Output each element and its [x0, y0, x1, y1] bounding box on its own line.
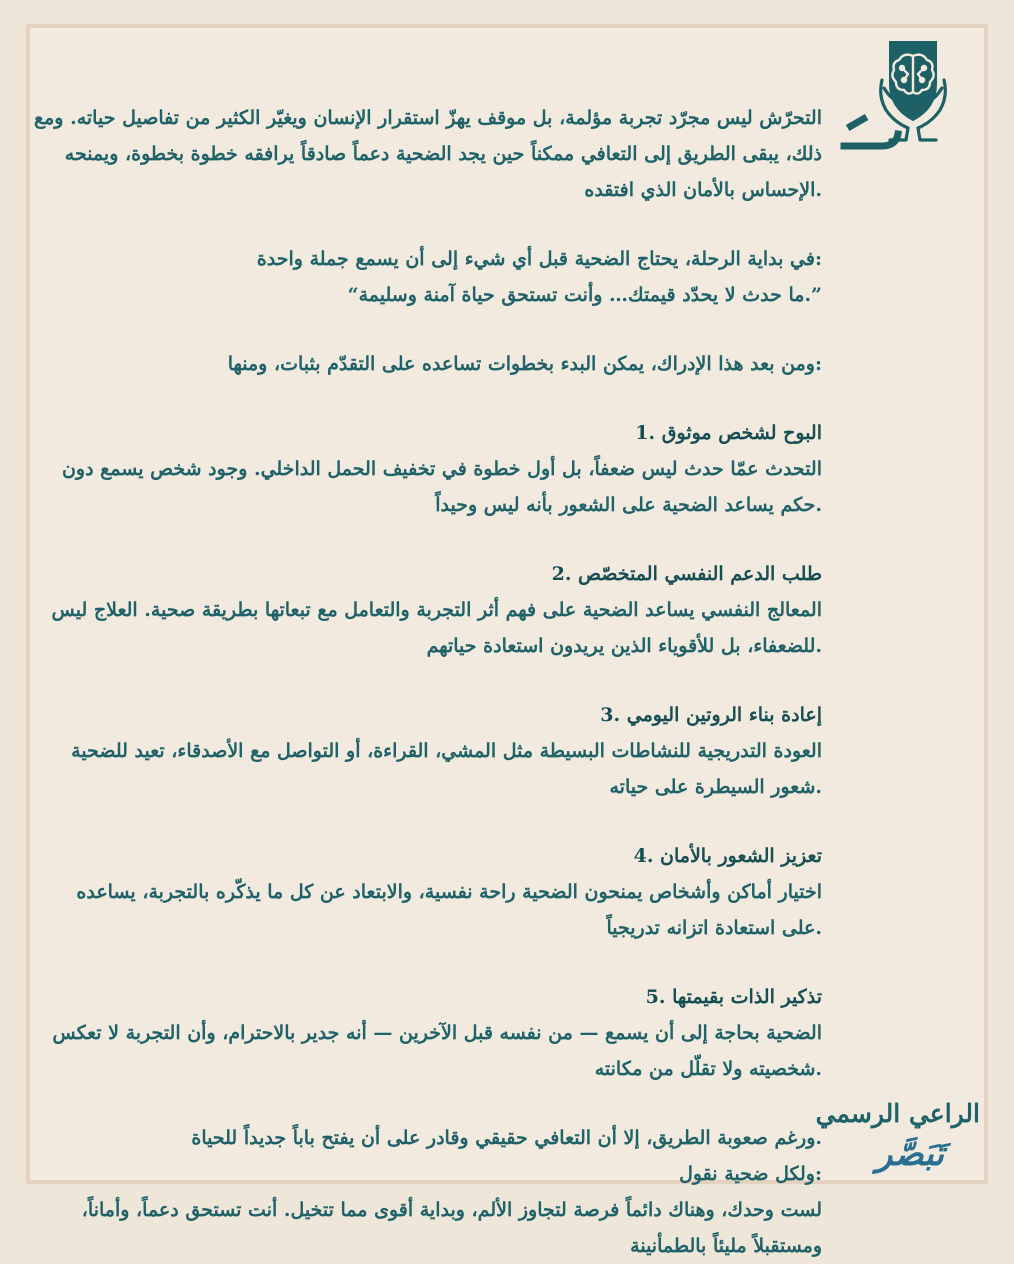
closing-paragraph: [52, 1120, 822, 1264]
step-1-line-1: التحدث عمّا حدث ليس ضعفاً، بل أول خطوة في تخفيف الحمل الداخلي. وجود شخص يسمع دون: [61, 458, 822, 480]
transition-paragraph: [52, 346, 822, 382]
opening-quote: ”.ما حدث لا يحدّد قيمتك… وأنت تستحق حياة آمنة وسليمة“: [347, 284, 822, 306]
step-3-line-2: .شعور السيطرة على حياته: [609, 776, 822, 798]
step-4-line-1: اختيار أماكن وأشخاص يمنحون الضحية راحة نفسية، والابتعاد عن كل ما يذكّره بالتجربة، يساعده: [76, 881, 822, 903]
step-3-line-1: العودة التدريجية للنشاطات البسيطة مثل المشي، القراءة، أو التواصل مع الأصدقاء، تعيد للضحية: [71, 740, 822, 762]
brain-shield-hands-icon: [838, 22, 988, 172]
sponsor-block: [815, 1098, 980, 1194]
closing-line-3: لست وحدك، وهناك دائماً فرصة لتجاوز الألم، وبداية أقوى مما تتخيل. أنت تستحق دعماً، وأماناً،: [81, 1199, 822, 1221]
sponsor-logo: تَبَصَّر: [876, 1134, 944, 1174]
step-2: [52, 556, 822, 664]
article-body: [34, 100, 822, 1257]
step-5-heading: تذكير الذات بقيمتها .5: [645, 986, 822, 1008]
step-4-line-2: .على استعادة اتزانه تدريجياً: [606, 917, 822, 939]
step-5: [52, 979, 822, 1087]
opening-line-1: :في بداية الرحلة، يحتاج الضحية قبل أي شيء إلى أن يسمع جملة واحدة: [256, 248, 822, 270]
closing-line-2: :ولكل ضحية نقول: [679, 1163, 822, 1185]
closing-line-4: ومستقبلاً مليئاً بالطمأنينة: [630, 1235, 822, 1257]
step-3-heading: إعادة بناء الروتين اليومي .3: [600, 704, 822, 726]
step-4: [52, 838, 822, 946]
intro-line-1: التحرّش ليس مجرّد تجربة مؤلمة، بل موقف يهزّ استقرار الإنسان ويغيّر الكثير من تفاصيل حياته. ومع: [34, 107, 822, 129]
intro-line-3: .الإحساس بالأمان الذي افتقده: [584, 179, 822, 201]
step-1-line-2: .حكم يساعد الضحية على الشعور بأنه ليس وحيداً: [435, 494, 822, 516]
step-2-heading: طلب الدعم النفسي المتخصّص .2: [551, 563, 822, 585]
step-1-heading: البوح لشخص موثوق .1: [635, 422, 822, 444]
intro-line-2: ذلك، يبقى الطريق إلى التعافي ممكناً حين يجد الضحية دعماً صادقاً يرافقه خطوة بخطوة، ويمنحه: [64, 143, 822, 165]
intro-paragraph: [34, 100, 822, 208]
sponsor-title: الراعي الرسمي: [815, 1099, 980, 1128]
step-2-line-1: المعالج النفسي يساعد الضحية على فهم أثر التجربة والتعامل مع تبعاتها بطريقة صحية. العلاج ليس: [51, 599, 822, 621]
transition-line: :ومن بعد هذا الإدراك، يمكن البدء بخطوات تساعده على التقدّم بثبات، ومنها: [227, 353, 822, 375]
step-2-line-2: .للضعفاء، بل للأقوياء الذين يريدون استعادة حياتهم: [426, 635, 822, 657]
step-3: [52, 697, 822, 805]
step-5-line-1: الضحية بحاجة إلى أن يسمع — من نفسه قبل الآخرين — أنه جدير بالاحترام، وأن التجربة لا تعكس: [52, 1022, 822, 1044]
step-4-heading: تعزيز الشعور بالأمان .4: [633, 845, 822, 867]
step-5-line-2: .شخصيته ولا تقلّل من مكانته: [594, 1058, 822, 1080]
opening-paragraph: [52, 241, 822, 313]
step-1: [52, 415, 822, 523]
closing-line-1: .ورغم صعوبة الطريق، إلا أن التعافي حقيقي وقادر على أن يفتح باباً جديداً للحياة: [191, 1127, 822, 1149]
